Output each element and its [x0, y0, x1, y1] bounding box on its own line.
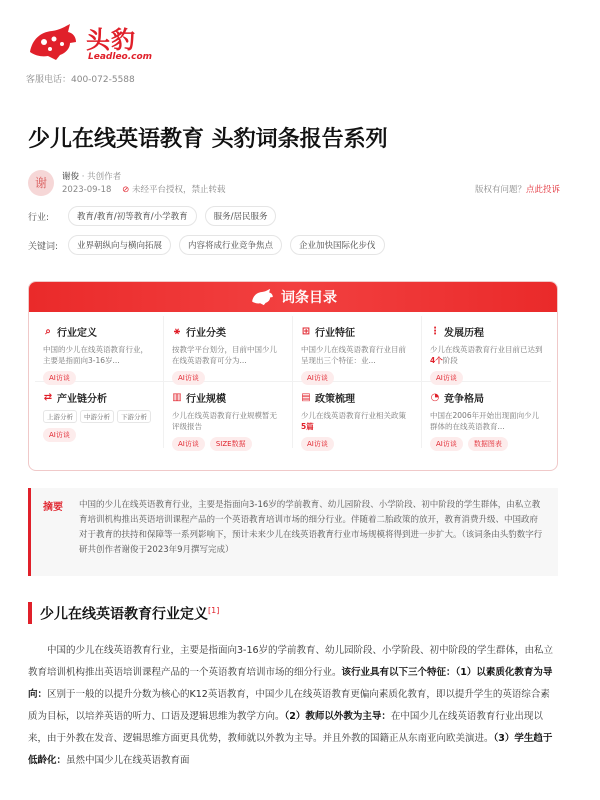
bar-chart-icon: ▥	[172, 392, 182, 403]
abstract-text: 中国的少儿在线英语教育行业，主要是指面向3-16岁的学前教育、幼儿园阶段、小学阶段、初中阶段的学生群体，由私立教育培训机构推出英语培训课程产品的一个英语教育培训市场的细分行业。伴随着二胎政策的放开，教育消费升级、中国政府对于教育的扶持和保障等一系列影响下，预计未来少儿在线英语教育行业市场规模将得到进一步扩大。（该词条由头豹数字行研共创作者谢俊于2023年9月撰写完成）	[79, 500, 543, 555]
ai-interview-chip[interactable]: AI访谈	[172, 437, 205, 451]
catalog-grid	[29, 312, 557, 452]
industry-tag[interactable]: 教育/教育/初等教育/小学教育	[68, 206, 197, 226]
keyword-tag[interactable]: 企业加快国际化步伐	[290, 235, 385, 255]
keywords-label: 关键词:	[28, 241, 59, 252]
customer-hotline: 客服电话：400-072-5588	[26, 75, 135, 85]
abstract-box	[28, 488, 558, 576]
leopard-logo-icon	[26, 22, 78, 62]
catalog-item-title: 政策梳理	[315, 394, 355, 405]
midstream-tag[interactable]: 中游分析	[80, 410, 114, 423]
publish-date: 2023-09-18	[62, 185, 112, 195]
catalog-item-desc: 按教学平台划分，目前中国少儿在线英语教育可分为...	[172, 345, 277, 365]
chain-icon: ⇄	[43, 392, 53, 403]
keyword-tag[interactable]: 内容将成行业竞争焦点	[179, 235, 282, 255]
author-line	[62, 170, 121, 182]
body-text: 中国的少儿在线英语教育行业，主要是指面向3-16岁的学前教育、幼儿园阶段、小学阶段、初中阶段的学生群体，由私立教育培训机构推出英语培训课程产品的一个英语教育培训市场的细分行业。	[28, 645, 554, 678]
catalog-title: 词条目录	[281, 290, 337, 306]
body-text: 区别于一般的以提升分数为核心的K12英语教育，中国少儿在线英语教育更偏向素质化教育，即以提升学生的英语综合素质为目标，以培养英语的听力、口语及逻辑思维为教学方向。	[28, 689, 550, 722]
catalog-item-title: 竞争格局	[444, 394, 484, 405]
grid-icon: ⊞	[301, 326, 311, 337]
catalog-item-history[interactable]	[422, 316, 551, 382]
body-bold: （3）学生趋于低龄化：	[28, 733, 553, 766]
pie-icon: ◔	[430, 392, 440, 403]
keyword-tag[interactable]: 业界朝纵向与横向拓展	[68, 235, 171, 255]
catalog-item-market-size[interactable]	[164, 382, 293, 448]
body-text: 虽然中国少儿在线英语教育面	[66, 755, 190, 766]
catalog-item-title: 行业分类	[186, 328, 226, 339]
ai-interview-chip[interactable]: AI访谈	[430, 371, 463, 385]
reference-marker[interactable]: [1]	[208, 606, 220, 615]
ai-interview-chip[interactable]: AI访谈	[430, 437, 463, 451]
definition-paragraph	[28, 640, 558, 772]
publish-meta	[62, 183, 225, 195]
no-repost-notice: 未经平台授权，禁止转载	[131, 185, 226, 195]
data-chart-chip[interactable]: 数据图表	[468, 437, 508, 451]
ai-interview-chip[interactable]: AI访谈	[43, 428, 76, 442]
catalog-item-desc: 少儿在线英语教育行业规模暂无评级报告	[172, 411, 277, 431]
industry-tag[interactable]: 服务/居民服务	[205, 206, 277, 226]
catalog-item-title: 行业定义	[57, 328, 97, 339]
ai-interview-chip[interactable]: AI访谈	[301, 437, 334, 451]
downstream-tag[interactable]: 下游分析	[117, 410, 151, 423]
leopard-icon	[249, 288, 275, 306]
complaint-link[interactable]: 点此投诉	[525, 185, 560, 195]
desc-text: 少儿在线英语教育行业目前已达到	[430, 345, 543, 354]
section-heading	[28, 602, 219, 624]
catalog-item-desc: 中国的少儿在线英语教育行业，主要是指面向3-16岁...	[43, 345, 148, 365]
leadleo-logo[interactable]	[26, 18, 156, 68]
catalog-item-title: 产业链分析	[57, 394, 107, 405]
catalog-item-desc: 中国在2006年开始出现面向少儿群体的在线英语教育...	[430, 411, 540, 431]
catalog-item-title: 行业特征	[315, 328, 355, 339]
keywords-row	[28, 235, 393, 255]
body-bold: （2）教师以外教为主导：	[284, 711, 391, 722]
catalog-header	[29, 282, 557, 312]
industry-row	[28, 206, 284, 226]
report-title: 少儿在线英语教育 头豹词条报告系列	[28, 127, 388, 152]
catalog-item-definition[interactable]	[35, 316, 164, 382]
timeline-icon: ⋮	[430, 326, 440, 337]
upstream-tag[interactable]: 上游分析	[43, 410, 77, 423]
author-avatar[interactable]: 谢	[28, 170, 54, 196]
catalog-item-title: 发展历程	[444, 328, 484, 339]
desc-text: 阶段	[442, 356, 458, 365]
hierarchy-icon: ⚹	[174, 326, 180, 337]
logo-domain-text: Leadleo.com	[88, 52, 153, 62]
ai-interview-chip[interactable]: AI访谈	[43, 371, 76, 385]
abstract-label: 摘要	[43, 502, 63, 513]
policy-count: 5篇	[301, 422, 314, 431]
catalog-item-policy[interactable]	[293, 382, 422, 448]
catalog-item-desc	[430, 344, 543, 366]
industry-label: 行业:	[28, 212, 50, 223]
policy-icon: ▤	[301, 392, 311, 403]
catalog-item-desc	[301, 410, 413, 432]
catalog-item-competition[interactable]	[422, 382, 551, 448]
catalog-item-title: 行业规模	[186, 394, 226, 405]
copyright-complaint	[475, 183, 560, 195]
author-role: · 共创作者	[81, 172, 122, 182]
copyright-question: 版权有问题？	[474, 185, 526, 195]
stage-count: 4个	[430, 356, 443, 365]
desc-text: 少儿在线英语教育行业相关政策	[301, 411, 406, 420]
logo-brand-text: 头豹	[86, 26, 136, 54]
entry-catalog	[28, 281, 558, 471]
catalog-item-classification[interactable]	[164, 316, 293, 382]
catalog-item-industry-chain[interactable]	[35, 382, 164, 448]
size-data-chip[interactable]: SIZE数据	[210, 437, 252, 451]
no-repost-icon: ⊘	[122, 185, 130, 195]
body-bold: 该行业具有以下三个特征：（1）以素质化教育为导向：	[28, 667, 553, 700]
ai-interview-chip[interactable]: AI访谈	[172, 371, 205, 385]
section-title-text: 少儿在线英语教育行业定义	[40, 606, 208, 623]
magnifier-icon: ⌕	[45, 326, 51, 337]
catalog-item-features[interactable]	[293, 316, 422, 382]
catalog-item-desc: 中国少儿在线英语教育行业目前呈现出三个特征：业...	[301, 345, 406, 365]
ai-interview-chip[interactable]: AI访谈	[301, 371, 334, 385]
author-name[interactable]: 谢俊	[62, 172, 80, 182]
body-text: 在中国少儿在线英语教育行业出现以来，由于外教在发音、逻辑思维方面更具优势，教师就以外教为主导。并且外教的国籍正从东南亚向欧美演进。	[28, 711, 543, 744]
